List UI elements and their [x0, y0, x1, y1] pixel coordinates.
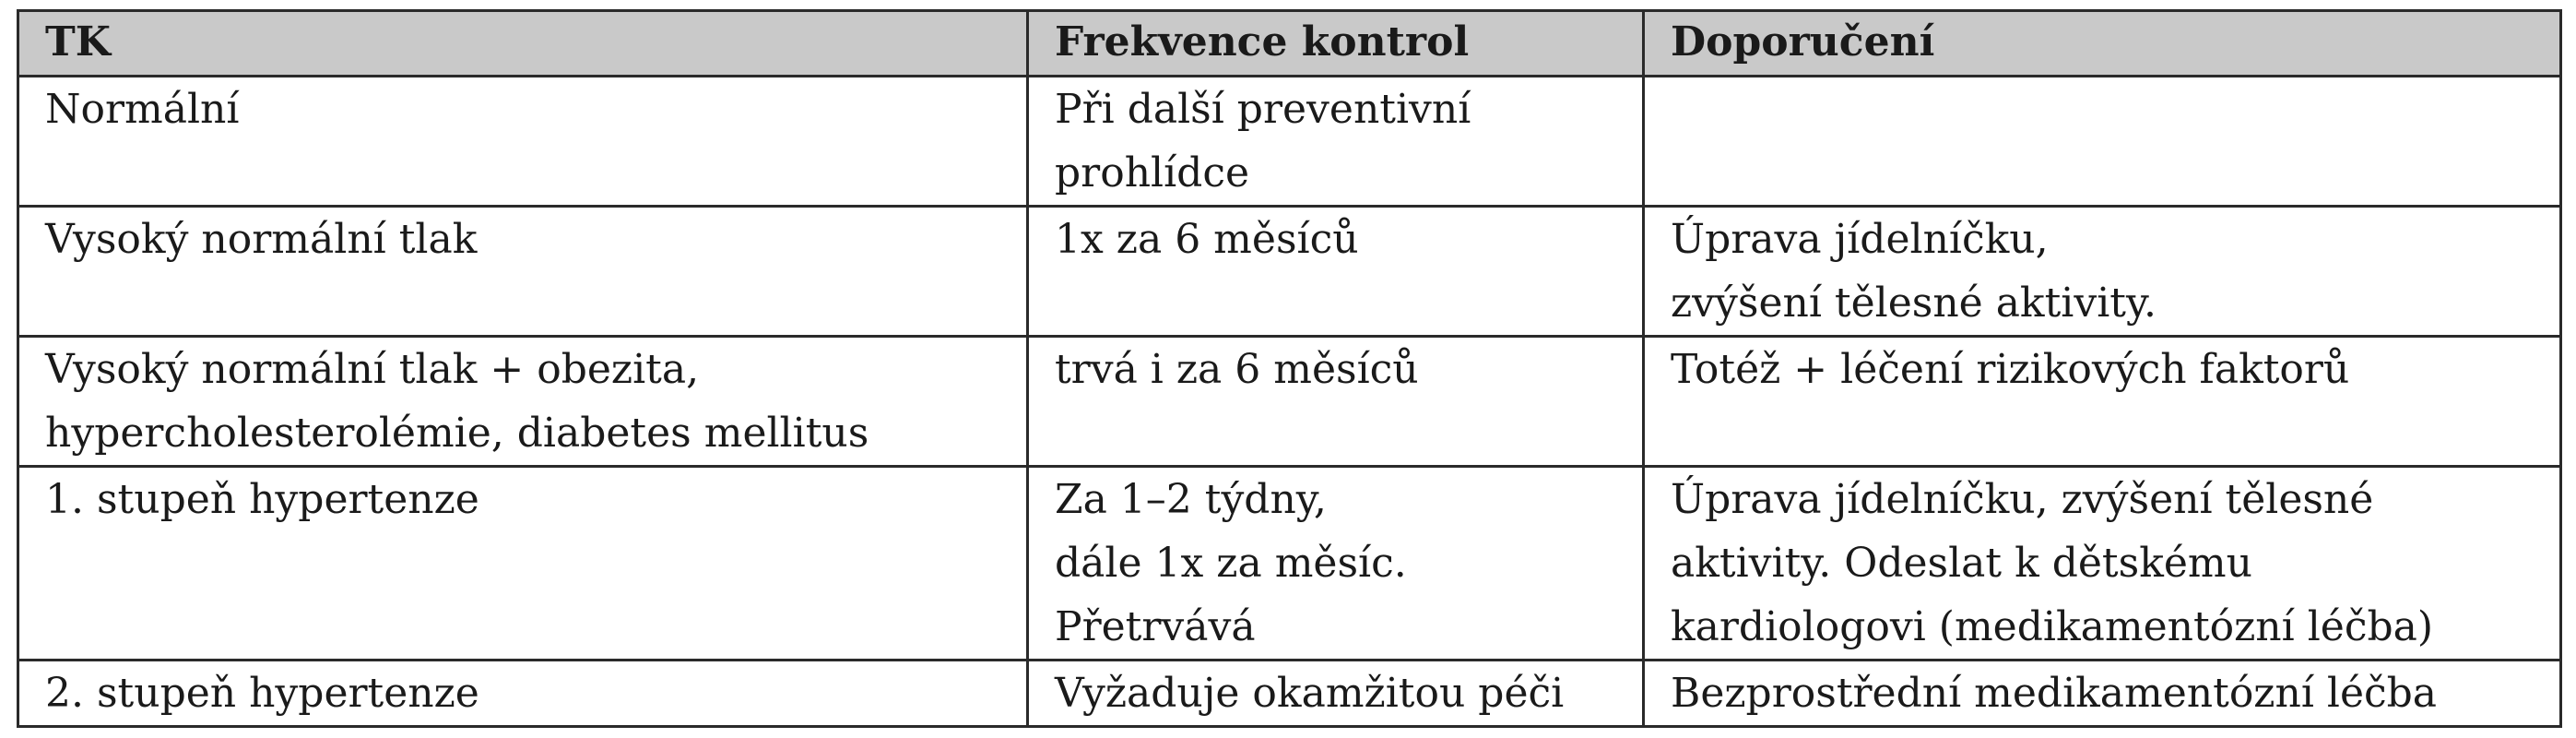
cell-line: Vysoký normální tlak [45, 216, 478, 263]
cell-line: Vyžaduje okamžitou péči [1055, 670, 1565, 717]
cell-doporuceni [1644, 661, 2561, 727]
hypertension-table [17, 9, 2562, 728]
cell-line: hypercholesterolémie, diabetes mellitus [45, 410, 869, 457]
cell-line: prohlídce [1055, 149, 1250, 196]
cell-frekvence [1028, 337, 1644, 467]
hypertension-table-container [17, 9, 2559, 728]
cell-line: Úprava jídelníčku, [1671, 216, 2049, 263]
cell-line: Za 1–2 týdny, [1055, 476, 1327, 523]
cell-doporuceni [1644, 77, 2561, 207]
cell-line: Totéž + léčení rizikových faktorů [1671, 346, 2350, 393]
table-header-row [18, 11, 2561, 77]
cell-line: Normální [45, 86, 240, 133]
cell-doporuceni [1644, 467, 2561, 661]
cell-doporuceni [1644, 337, 2561, 467]
cell-tk [18, 661, 1028, 727]
table-row [18, 661, 2561, 727]
table-row [18, 337, 2561, 467]
cell-tk [18, 337, 1028, 467]
header-frekvence: Frekvence kontrol [1028, 11, 1644, 77]
cell-frekvence [1028, 467, 1644, 661]
cell-line: Úprava jídelníčku, zvýšení tělesné [1671, 476, 2374, 523]
cell-line: 1. stupeň hypertenze [45, 476, 479, 523]
cell-line: 2. stupeň hypertenze [45, 670, 479, 717]
cell-line: kardiologovi (medikamentózní léčba) [1671, 603, 2434, 650]
header-tk: TK [18, 11, 1028, 77]
cell-line: Přetrvává [1055, 603, 1256, 650]
cell-doporuceni [1644, 207, 2561, 337]
table-row [18, 77, 2561, 207]
header-doporuceni: Doporučení [1644, 11, 2561, 77]
cell-line: Při další preventivní [1055, 86, 1471, 133]
cell-tk [18, 467, 1028, 661]
cell-line: aktivity. Odeslat k dětskému [1671, 540, 2252, 587]
table-row [18, 467, 2561, 661]
cell-frekvence [1028, 207, 1644, 337]
table-row [18, 207, 2561, 337]
cell-line: Vysoký normální tlak + obezita, [45, 346, 700, 393]
cell-tk [18, 77, 1028, 207]
cell-frekvence [1028, 77, 1644, 207]
cell-line: 1x za 6 měsíců [1055, 216, 1359, 263]
cell-frekvence [1028, 661, 1644, 727]
cell-line: trvá i za 6 měsíců [1055, 346, 1419, 393]
cell-line: Bezprostřední medikamentózní léčba [1671, 670, 2438, 717]
cell-line: zvýšení tělesné aktivity. [1671, 280, 2157, 327]
cell-line: dále 1x za měsíc. [1055, 540, 1407, 587]
cell-tk [18, 207, 1028, 337]
